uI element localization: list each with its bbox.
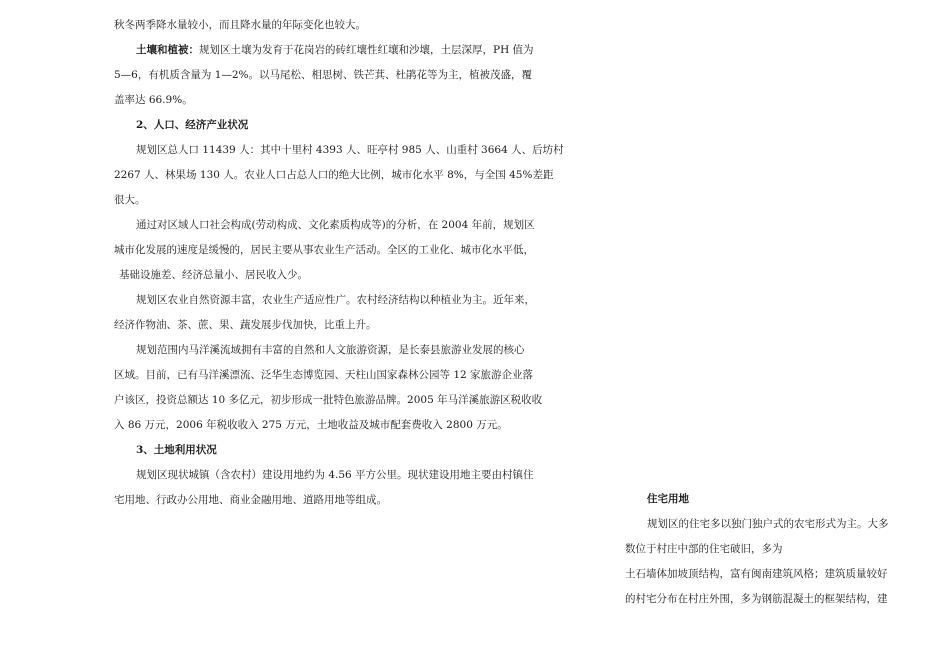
paragraph-line: 区域。目前，已有马洋溪漂流、泛华生态博览园、天柱山国家森林公园等 12 家旅游企业落 [114, 369, 534, 381]
paragraph-line: 5—6，有机质含量为 1—2%。以马尾松、相思树、铁芒萁、杜鹃花等为主，植被茂盛，覆 [114, 69, 533, 81]
paragraph-line: 基础设施差、经济总量小、居民收入少。 [119, 269, 308, 281]
section-heading-population: 2、人口、经济产业状况 [136, 119, 249, 131]
paragraph-line: 规划范围内马洋溪流域拥有丰富的自然和人文旅游资源，是长泰县旅游业发展的核心 [136, 344, 525, 356]
paragraph-line [114, 38, 569, 63]
paragraph-line: 经济作物油、茶、蔗、果、蔬发展步伐加快，比重上升。 [114, 319, 377, 331]
paragraph-line: 宅用地、行政办公用地、商业金融用地、道路用地等组成。 [114, 494, 387, 506]
paragraph-text: 规划区土壤为发育于花岗岩的砖红壤性红壤和沙壤，土层深厚，PH 值为 [199, 44, 534, 56]
paragraph-line: 城市化发展的速度是缓慢的，居民主要从事农业生产活动。全区的工业化、城市化水平低， [114, 244, 534, 256]
paragraph-line: 规划区总人口 11439 人：其中十里村 4393 人、旺亭村 985 人、山重村 3664 人、后坊村 [136, 144, 564, 156]
left-text-column [114, 13, 569, 513]
section-heading-land-use: 3、土地利用状况 [136, 444, 217, 456]
paragraph-line: 规划区现状城镇（含农村）建设用地约为 4.56 平方公里。现状建设用地主要由村镇住 [136, 469, 534, 481]
paragraph-line: 数位于村庄中部的住宅破旧，多为 [625, 543, 783, 555]
right-text-column [625, 487, 915, 612]
paragraph-line: 盖率达 66.9%。 [114, 94, 193, 106]
paragraph-line: 规划区的住宅多以独门独户式的农宅形式为主。大多 [647, 518, 889, 530]
paragraph-line: 很大。 [114, 194, 146, 206]
soil-vegetation-label: 土壤和植被： [136, 44, 199, 56]
paragraph-line: 规划区农业自然资源丰富，农业生产适应性广。农村经济结构以种植业为主。近年来， [136, 294, 535, 306]
paragraph-line: 2267 人、林果场 130 人。农业人口占总人口的绝大比例，城市化水平 8%，与全国 45%差距 [114, 169, 554, 181]
paragraph-line: 户该区，投资总额达 10 多亿元，初步形成一批特色旅游品牌。2005 年马洋溪旅游区税收收 [114, 394, 543, 406]
paragraph-line: 入 86 万元，2006 年税收收入 275 万元，土地收益及城市配套费收入 2800 万元。 [114, 419, 508, 431]
section-heading-residential: 住宅用地 [647, 493, 689, 505]
paragraph-line: 的村宅分布在村庄外围，多为钢筋混凝土的框架结构，建 [625, 593, 888, 605]
paragraph-line: 秋冬两季降水量较小，而且降水量的年际变化也较大。 [114, 19, 366, 31]
paragraph-line: 通过对区域人口社会构成(劳动构成、文化素质构成等)的分析，在 2004 年前，规划区 [136, 219, 535, 231]
paragraph-line: 土石墙体加坡顶结构，富有闽南建筑风格；建筑质量较好 [625, 568, 888, 580]
